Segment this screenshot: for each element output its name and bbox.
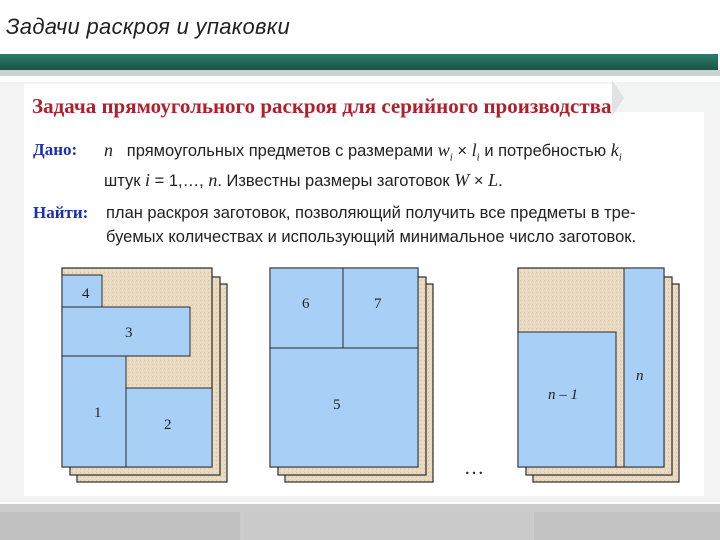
footer-segment-middle — [244, 512, 530, 540]
piece-4-label: 4 — [82, 286, 90, 302]
footer-segment-right — [534, 512, 720, 540]
find-label: Найти: — [33, 203, 89, 222]
cutting-patterns-diagram — [40, 256, 680, 496]
piece-2-label: 2 — [164, 417, 172, 433]
find-line-2: буемых количествах и использующий минимальное число заготовок. — [106, 228, 637, 246]
piece-n-minus-1-label: n – 1 — [548, 387, 578, 403]
given-line-2: штук i = 1,…, n. Известны размеры заготовок W × L. — [104, 170, 503, 190]
piece-3-label: 3 — [125, 325, 133, 341]
sheet-stack-2 — [270, 268, 433, 482]
sheet-stack-3 — [518, 268, 679, 482]
piece-n-label: n — [636, 368, 644, 384]
find-line-1: план раскроя заготовок, позволяющий получить все предметы в тре- — [106, 204, 636, 222]
piece-7-label: 7 — [374, 296, 382, 312]
title-band — [0, 54, 718, 70]
piece-6-label: 6 — [302, 296, 310, 312]
problem-heading: Задача прямоугольного раскроя для серийного производства — [32, 94, 612, 118]
title-band-shadow — [0, 70, 720, 76]
piece-1-label: 1 — [94, 405, 102, 421]
given-label: Дано: — [33, 140, 78, 159]
next-slide-tab[interactable] — [614, 82, 712, 112]
slide-title: Задачи раскроя и упаковки — [6, 14, 291, 39]
piece-5-label: 5 — [333, 397, 341, 413]
given-line-1: n прямоугольных предметов с размерами $w_i \times l_i$ и потребностью $k_i$ — [104, 140, 622, 164]
piece-n — [624, 268, 664, 467]
ellipsis: … — [464, 457, 484, 479]
next-arrow-icon[interactable] — [612, 80, 624, 116]
piece-5 — [270, 348, 418, 467]
footer-segment-left — [0, 512, 240, 540]
sheet-stack-1 — [62, 268, 227, 482]
